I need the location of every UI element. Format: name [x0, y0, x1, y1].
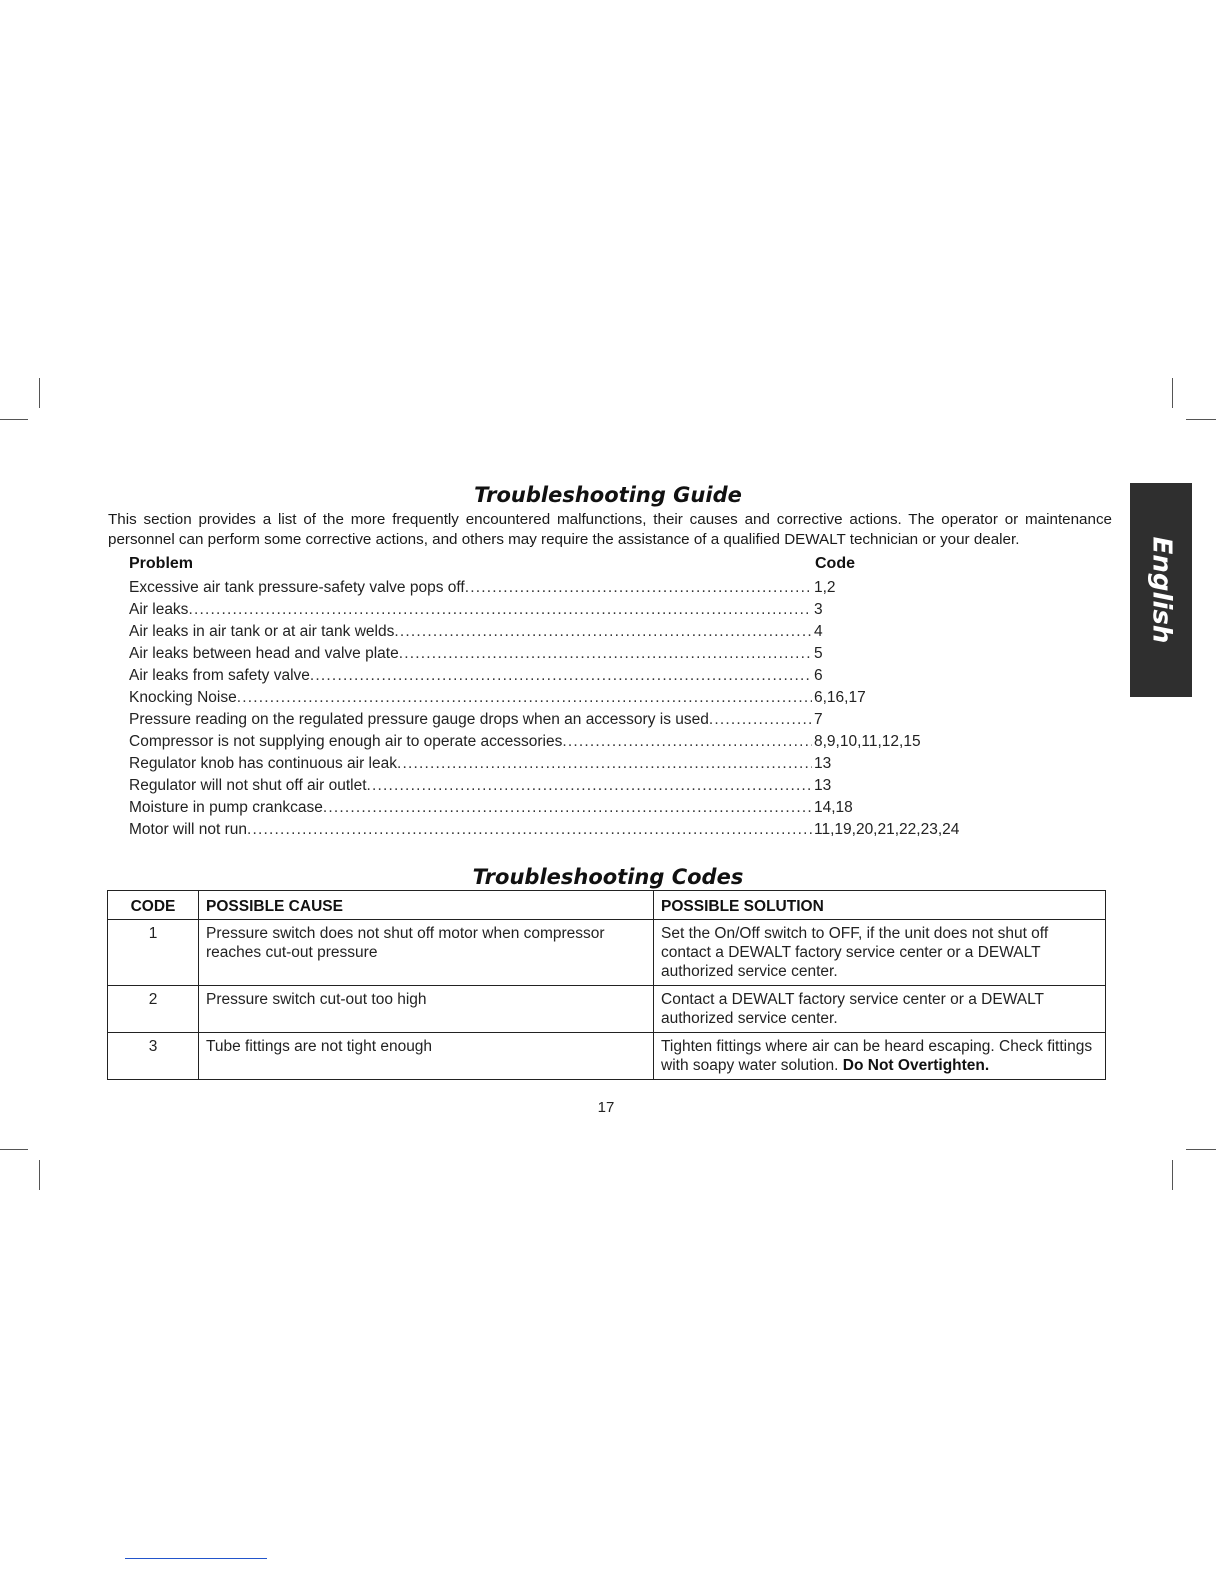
crop-mark — [0, 1149, 28, 1150]
leader-dots — [709, 709, 812, 731]
problem-text: Air leaks from safety valve — [129, 667, 310, 684]
problem-code: 6,16,17 — [814, 689, 866, 706]
problem-item — [129, 797, 1009, 819]
leader-dots — [397, 753, 812, 775]
crop-mark — [1186, 1149, 1216, 1150]
guide-intro: This section provides a list of the more frequently encountered malfunctions, their causes and corrective actions. The operator or maintenance personnel can perform some corrective actions, and others may require the assistance of a qualified DEWALT technician or your dealer. — [108, 511, 1112, 548]
problem-code: 4 — [814, 623, 823, 640]
problem-item — [129, 731, 1009, 753]
problem-text: Pressure reading on the regulated pressure gauge drops when an accessory is used — [129, 711, 709, 728]
leader-dots — [399, 643, 812, 665]
problem-text: Regulator knob has continuous air leak — [129, 755, 397, 772]
crop-mark — [39, 1160, 40, 1190]
problem-code: 5 — [814, 645, 823, 662]
problem-text: Excessive air tank pressure-safety valve pops off — [129, 579, 465, 596]
table-row — [108, 920, 1106, 986]
row-solution-warning: Do Not Overtighten. — [842, 1057, 990, 1074]
problem-item — [129, 687, 1009, 709]
problem-code: 8,9,10,11,12,15 — [814, 733, 921, 750]
row-solution-text: Tighten fittings where air can be heard escaping. Check fittings with soapy water solution. — [661, 1038, 1093, 1074]
table-row — [108, 1033, 1106, 1080]
row-cause: Pressure switch does not shut off motor when compressor reaches cut-out pressure — [199, 920, 654, 986]
problem-item — [129, 775, 1009, 797]
footer-rule — [125, 1558, 267, 1559]
leader-dots — [237, 687, 812, 709]
crop-mark — [39, 378, 40, 408]
problem-code: 3 — [814, 601, 823, 618]
crop-mark — [1172, 378, 1173, 408]
problem-code: 13 — [814, 755, 832, 772]
problem-text: Compressor is not supplying enough air to operate accessories — [129, 733, 563, 750]
language-tab-label: English — [1146, 536, 1177, 644]
guide-title: Troubleshooting Guide — [474, 483, 742, 507]
problem-item — [129, 819, 1009, 841]
leader-dots — [310, 665, 812, 687]
leader-dots — [367, 775, 812, 797]
problem-text: Moisture in pump crankcase — [129, 799, 323, 816]
problem-item — [129, 621, 1009, 643]
problem-list — [129, 577, 1009, 841]
crop-mark — [1172, 1160, 1173, 1190]
row-solution — [654, 1033, 1106, 1080]
solution-header: POSSIBLE SOLUTION — [654, 891, 1106, 920]
row-code: 3 — [108, 1033, 199, 1080]
problem-code: 6 — [814, 667, 823, 684]
row-code: 1 — [108, 920, 199, 986]
problem-text: Air leaks in air tank or at air tank welds — [129, 623, 395, 640]
leader-dots — [465, 577, 812, 599]
crop-mark — [1186, 419, 1216, 420]
problem-text: Regulator will not shut off air outlet — [129, 777, 367, 794]
problem-item — [129, 599, 1009, 621]
crop-mark — [0, 419, 28, 420]
row-solution-text: Set the On/Off switch to OFF, if the unit does not shut off contact a DEWALT factory service center or a DEWALT authorized service center. — [661, 925, 1049, 980]
problem-text: Motor will not run — [129, 821, 248, 838]
code-column-header: Code — [815, 555, 855, 572]
problem-text: Knocking Noise — [129, 689, 237, 706]
row-solution-text: Contact a DEWALT factory service center or a DEWALT authorized service center. — [661, 991, 1044, 1027]
problem-column-header: Problem — [129, 555, 194, 572]
row-code: 2 — [108, 986, 199, 1033]
problem-item — [129, 577, 1009, 599]
troubleshooting-codes-table — [107, 890, 1106, 1080]
page-number: 17 — [597, 1099, 615, 1116]
problem-code: 11,19,20,21,22,23,24 — [814, 821, 960, 838]
problem-text: Air leaks between head and valve plate — [129, 645, 399, 662]
leader-dots — [323, 797, 812, 819]
table-row — [108, 986, 1106, 1033]
problem-text: Air leaks — [129, 601, 189, 618]
leader-dots — [394, 621, 812, 643]
row-cause: Pressure switch cut-out too high — [199, 986, 654, 1033]
problem-item — [129, 665, 1009, 687]
problem-code: 13 — [814, 777, 832, 794]
problem-code: 1,2 — [814, 579, 836, 596]
problem-code: 7 — [814, 711, 823, 728]
row-solution — [654, 986, 1106, 1033]
problem-item — [129, 709, 1009, 731]
leader-dots — [562, 731, 812, 753]
leader-dots — [188, 599, 812, 621]
row-cause: Tube fittings are not tight enough — [199, 1033, 654, 1080]
row-solution — [654, 920, 1106, 986]
cause-header: POSSIBLE CAUSE — [199, 891, 654, 920]
code-header: CODE — [108, 891, 199, 920]
table-header-row — [108, 891, 1106, 920]
leader-dots — [247, 819, 812, 841]
language-tab — [1130, 483, 1192, 697]
problem-item — [129, 643, 1009, 665]
codes-title: Troubleshooting Codes — [472, 865, 744, 889]
problem-item — [129, 753, 1009, 775]
problem-code: 14,18 — [814, 799, 853, 816]
